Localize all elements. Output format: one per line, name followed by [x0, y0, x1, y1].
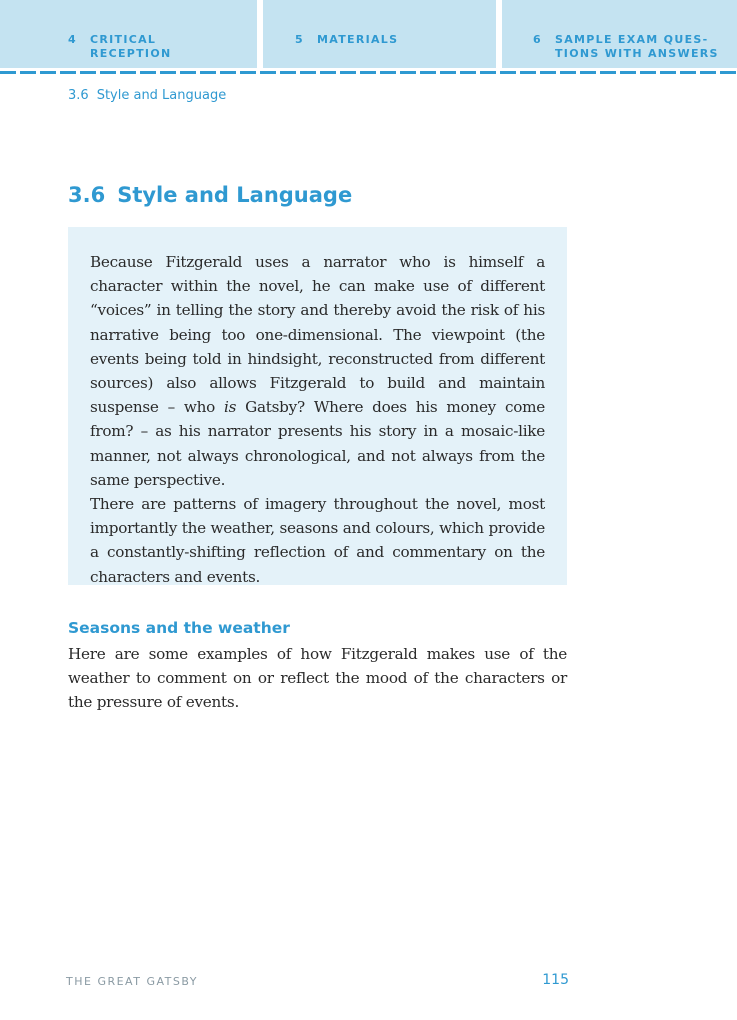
summary-paragraph: There are patterns of imagery throughout the novel, most importantly the weather, seasons and colours, which provide a constantly-shifting reflection of and commentary on the characters and events. [90, 495, 545, 586]
tab-materials[interactable] [263, 0, 496, 68]
section-number: 3.6 [68, 183, 106, 207]
body-paragraph: Here are some examples of how Fitzgerald makes use of the weather to comment on or reflect the mood of the characters or the pressure of events. [68, 645, 567, 712]
chapter-nav [0, 0, 737, 68]
dashed-divider [0, 71, 737, 74]
tab-number: 4 [68, 33, 77, 46]
tab-sample-exam-questions[interactable] [502, 0, 737, 68]
running-head: 3.6 Style and Language [68, 88, 227, 103]
summary-box [68, 227, 567, 585]
tab-critical-reception[interactable] [0, 0, 257, 68]
tab-label: CRITICAL RECEPTION [90, 33, 172, 60]
page-title [68, 183, 352, 207]
page-number: 115 [542, 972, 569, 988]
tab-number: 6 [533, 33, 542, 46]
footer-book-title: THE GREAT GATSBY [66, 975, 199, 988]
tab-label: SAMPLE EXAM QUES- TIONS WITH ANSWERS [555, 33, 719, 60]
summary-paragraph: Because Fitzgerald uses a narrator who is himself a character within the novel, he can make use of different “voices” in telling the story and thereby avoid the risk of his narrative being too one-dimensional. The viewpoint (the events being told in hindsight, reconstructed from different sources) also allows Fitzgerald to build and maintain suspense – who is Gatsby? Where does his money come from? – as his narrator presents his story in a mosaic-like manner, not always chronological, and not always from the same perspective. [90, 253, 545, 489]
tab-label: MATERIALS [317, 33, 399, 46]
tab-number: 5 [295, 33, 304, 46]
subsection-heading: Seasons and the weather [68, 619, 290, 637]
section-title: Style and Language [117, 183, 353, 207]
